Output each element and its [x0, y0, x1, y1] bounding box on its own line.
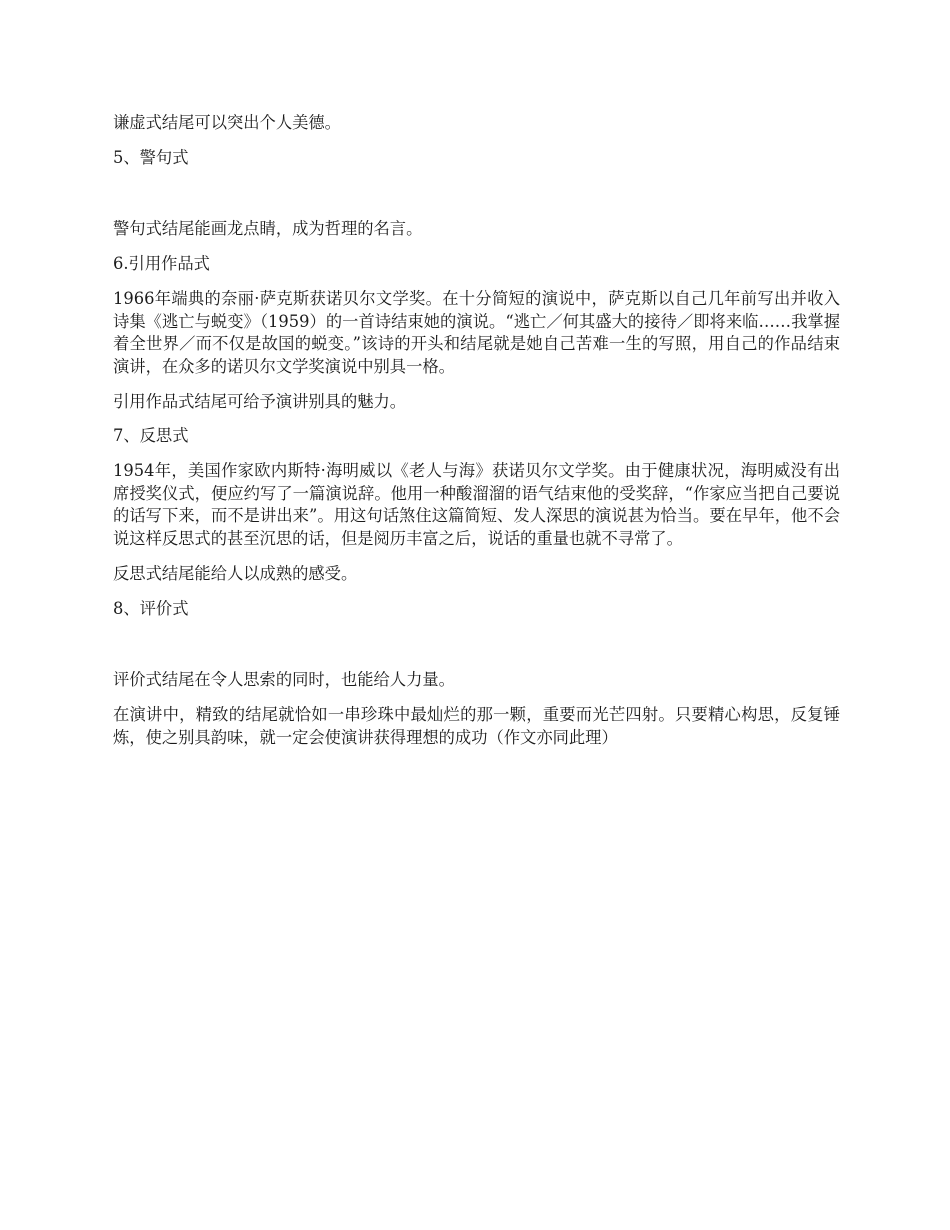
paragraph-modest-ending-summary: 谦虚式结尾可以突出个人美德。	[113, 113, 341, 132]
paragraph-sachs-example: 1966年端典的奈丽·萨克斯获诺贝尔文学奖。在十分简短的演说中，萨克斯以自己几年前写出并收入诗集《逃亡与蜕变》（1959）的一首诗结束她的演说。“逃亡／何其盛大的接待／即将来临……我掌握着全世界／而不仅是故国的蜕变。”该诗的开头和结尾就是她自己苦难一生的写照，用自己的作品结束演讲，在众多的诺贝尔文学奖演说中别具一格。	[113, 288, 840, 376]
document-body	[113, 112, 840, 761]
paragraph-hemingway-example: 1954年，美国作家欧内斯特·海明威以《老人与海》获诺贝尔文学奖。由于健康状况，海明威没有出席授奖仪式，便应约写了一篇演说辞。他用一种酸溜溜的语气结束他的受奖辞，“作家应当把自己要说的话写下来，而不是讲出来”。用这句话煞住这篇简短、发人深思的演说甚为恰当。要在早年，他不会说这样反思式的甚至沉思的话，但是阅历丰富之后，说话的重量也就不寻常了。	[113, 461, 840, 549]
section-heading-6: 6.引用作品式	[113, 254, 210, 274]
paragraph-quotation-summary: 引用作品式结尾可给予演讲别具的魅力。	[113, 391, 407, 411]
paragraph-evaluation-summary: 评价式结尾在令人思索的同时，也能给人力量。	[113, 670, 455, 690]
paragraph-conclusion: 在演讲中，精致的结尾就恰如一串珍珠中最灿烂的那一颗，重要而光芒四射。只要精心构思，反复锤炼，使之别具韵味，就一定会使演讲获得理想的成功（作文亦同此理）	[113, 704, 840, 747]
paragraph-aphorism-summary: 警句式结尾能画龙点睛，成为哲理的名言。	[113, 219, 423, 239]
paragraph-reflection-summary: 反思式结尾能给人以成熟的感受。	[113, 563, 358, 583]
section-heading-7: 7、反思式	[113, 426, 189, 446]
section-heading-8: 8、评价式	[113, 598, 189, 618]
section-heading-5: 5、警句式	[113, 147, 189, 167]
